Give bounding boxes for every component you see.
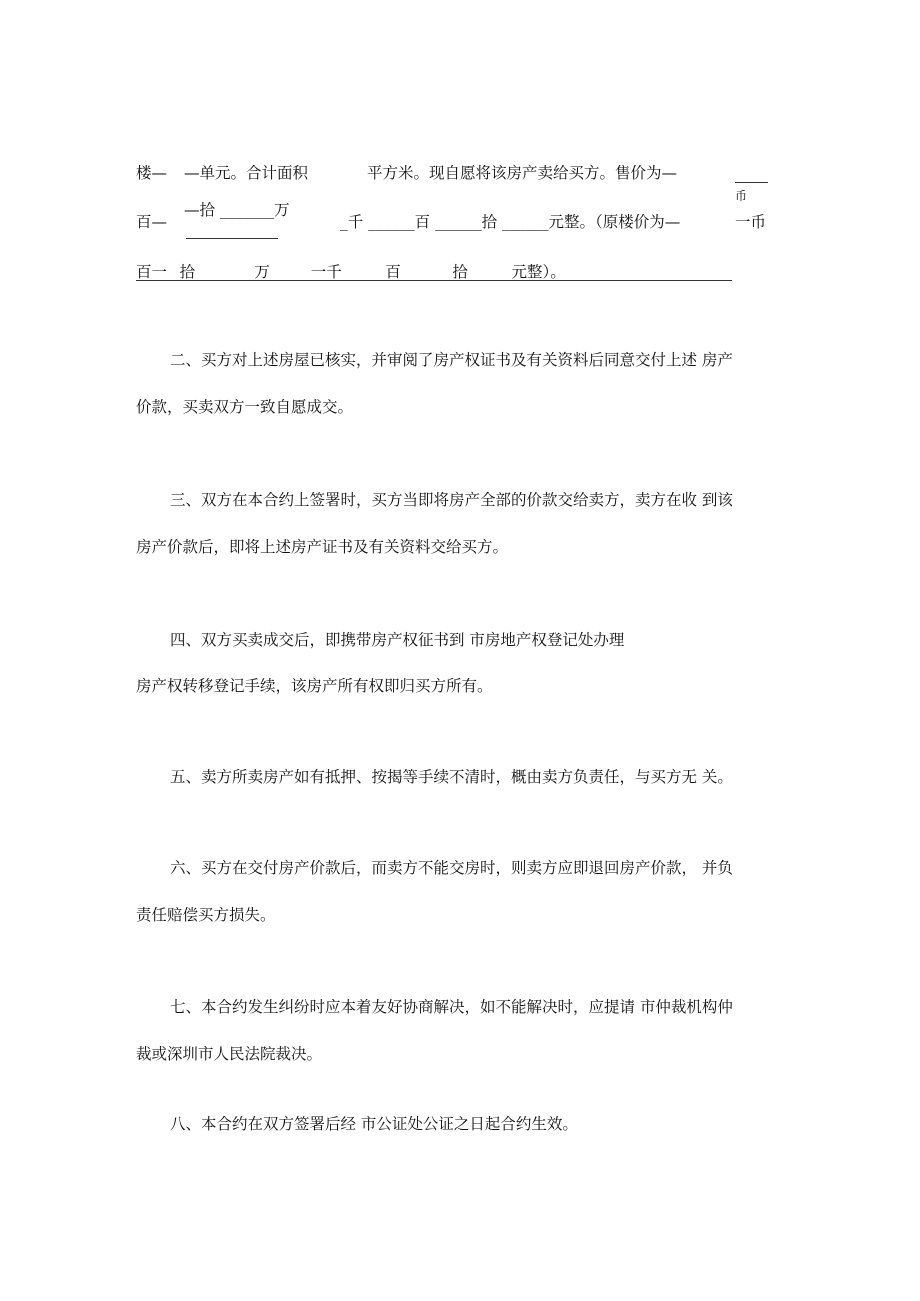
- clause-5-line-1: 五、卖方所卖房产如有抵押、按揭等手续不清时，概由卖方负责任，与买方无 关。: [170, 768, 733, 786]
- price-row1-part-c: 平方米。现自愿将该房产卖给买方。售价为—: [367, 164, 678, 182]
- clause-7-line-1: 七、本合约发生纠纷时应本着友好协商解决，如不能解决时，应提请 市仲裁机构仲: [170, 998, 733, 1016]
- clause-2-line-1: 二、买方对上述房屋已核实，并审阅了房产权证书及有关资料后同意交付上述 房产: [170, 351, 733, 369]
- clause-4-line-2: 房产权转移登记手续，该房产所有权即归买方所有。: [136, 677, 493, 695]
- clause-2-line-2: 价款，买卖双方一致自愿成交。: [136, 398, 354, 416]
- clause-8-line-1: 八、本合约在双方签署后经 市公证处公证之日起合约生效。: [170, 1115, 578, 1133]
- price-row2-part-a: 百—: [136, 213, 168, 231]
- price-row1-blank-line: [735, 182, 768, 183]
- clause-3-line-2: 房产价款后，即将上述房产证书及有关资料交给买方。: [136, 538, 509, 556]
- price-row2-blank-line: [186, 238, 278, 239]
- price-row2-part-d: 一币: [735, 213, 767, 231]
- clause-3-line-1: 三、双方在本合约上签署时，买方当即将房产全部的价款交给卖方，卖方在收 到该: [170, 491, 733, 509]
- price-row1-part-a: 楼—: [136, 164, 168, 182]
- price-row1-part-b: —单元。合计面积: [184, 164, 309, 182]
- clause-7-line-2: 裁或深圳市人民法院裁决。: [136, 1045, 323, 1063]
- price-row3: 百一 _拾 _______万 ____ 一千 _____百 ______拾 _____元整）。: [136, 263, 566, 281]
- price-row2-part-c: _千 ______百 ______拾 ______元整。（原楼价为—: [340, 213, 681, 231]
- clause-6-line-2: 责任赔偿买方损失。: [136, 906, 276, 924]
- clause-6-line-1: 六、买方在交付房产价款后，而卖方不能交房时，则卖方应即退回房产价款， 并负: [170, 859, 733, 877]
- clause-4-line-1: 四、双方买卖成交后，即携带房产权征书到 市房地产权登记处办理: [170, 631, 625, 649]
- price-row1-part-d: 币: [735, 189, 748, 203]
- price-row2-part-b: —拾 _______万: [184, 201, 290, 219]
- price-row3-underline: [136, 280, 732, 281]
